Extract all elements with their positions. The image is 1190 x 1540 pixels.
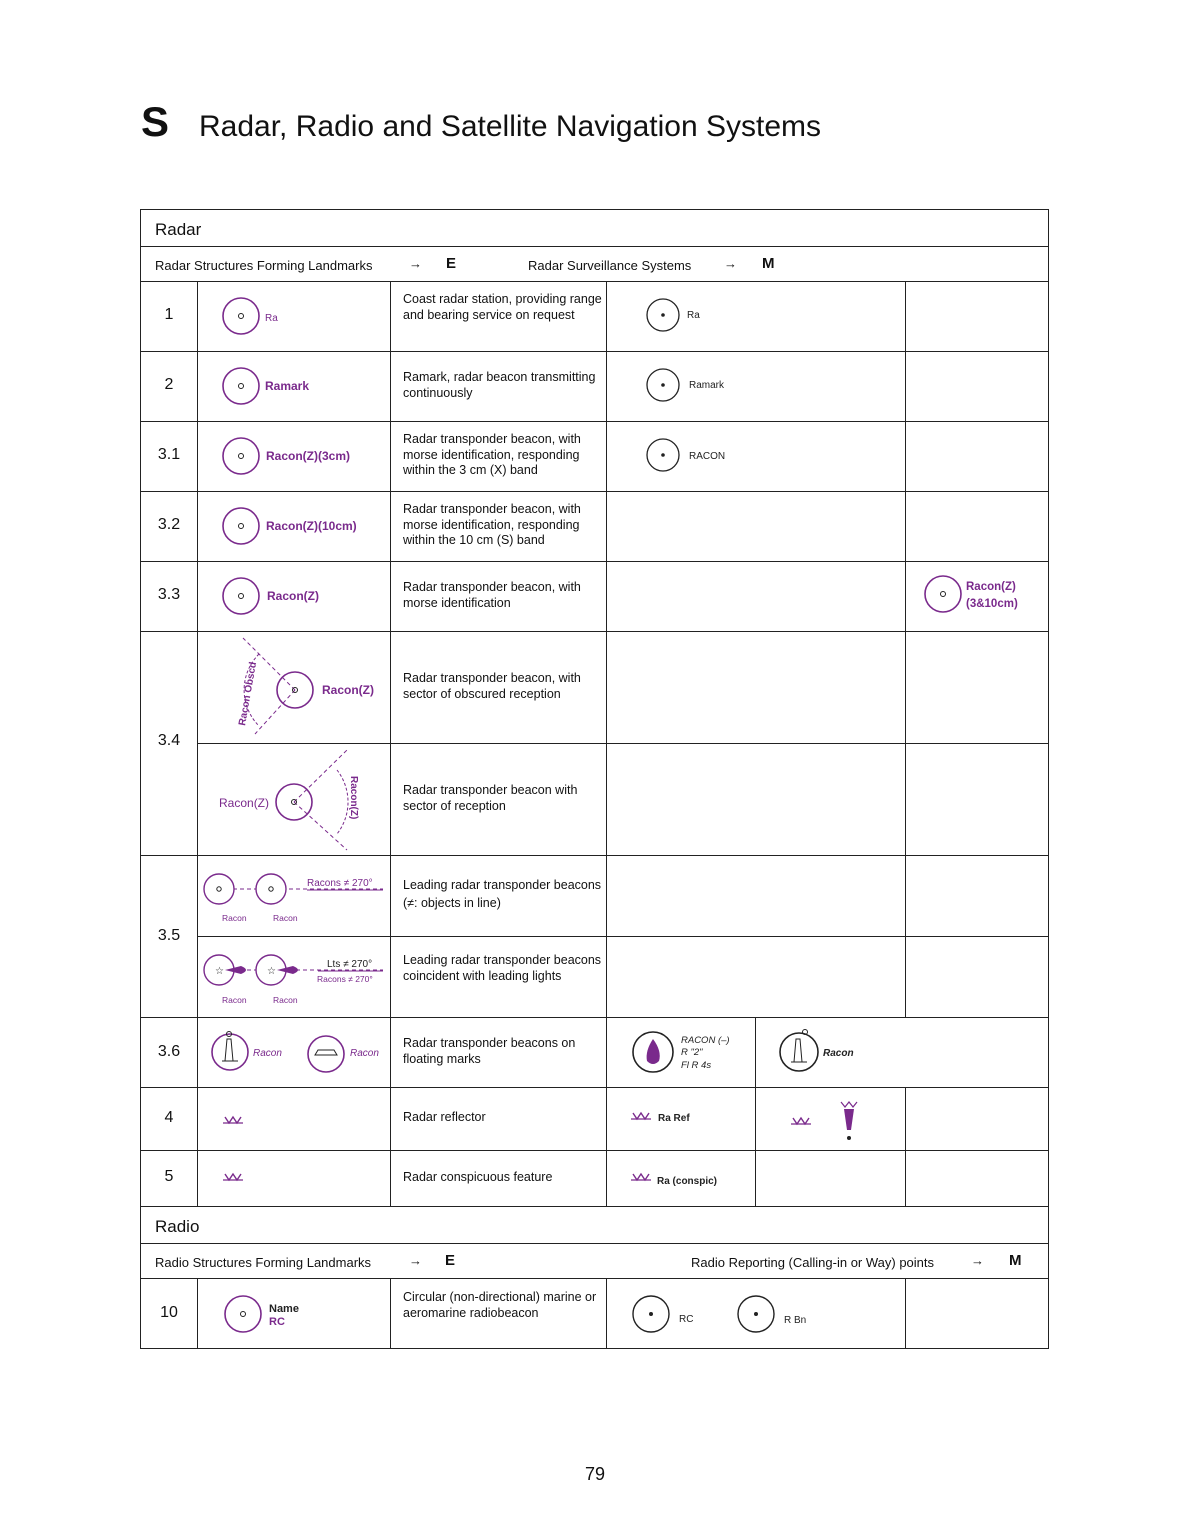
other-label-line1: Racon(Z) bbox=[966, 581, 1016, 593]
symbol-label: Racon(Z) bbox=[219, 796, 270, 810]
symbol-label: Racon(Z) bbox=[267, 589, 319, 603]
intl-radar-reflector-icon bbox=[631, 1109, 741, 1129]
intl-buoy-racon-icon bbox=[629, 1027, 749, 1077]
racon-obscured-sector-icon bbox=[225, 634, 385, 742]
radiobeacon-icon bbox=[223, 1294, 343, 1334]
arrow-icon: → bbox=[971, 1253, 984, 1268]
intl-radar-conspicuous-icon bbox=[631, 1170, 751, 1190]
row-description: Radar transponder beacon, with morse identification, responding within the 3 cm (X) band bbox=[403, 432, 581, 477]
intl-radiobeacon-icons bbox=[631, 1294, 831, 1336]
intl-label-line1: RACON (–) bbox=[681, 1035, 730, 1046]
radar-station-icon bbox=[221, 296, 341, 336]
other-racon-icon bbox=[923, 574, 1043, 614]
row-number: 2 bbox=[164, 376, 174, 393]
intl-ramark-icon bbox=[646, 368, 746, 404]
intl-symbol-label: RACON bbox=[689, 451, 726, 462]
page-number: 79 bbox=[584, 1464, 606, 1484]
ramark-icon bbox=[221, 366, 361, 406]
intl-label: Ra Ref bbox=[658, 1113, 690, 1124]
row-description: Radar reflector bbox=[403, 1110, 486, 1124]
row-number: 4 bbox=[164, 1109, 174, 1126]
symbols-table bbox=[140, 209, 1049, 1349]
section-letter: S bbox=[141, 98, 170, 145]
row-description: Ramark, radar beacon transmitting continuously bbox=[403, 370, 596, 400]
page-title: Radar, Radio and Satellite Navigation Systems bbox=[199, 110, 822, 143]
racon-icon bbox=[221, 576, 361, 616]
row-number: 10 bbox=[160, 1304, 178, 1321]
arrow-icon: → bbox=[409, 1253, 422, 1268]
arrow-icon: → bbox=[409, 256, 422, 271]
intl-rc-label: RC bbox=[679, 1314, 694, 1325]
intl-symbol-label: Ra bbox=[687, 310, 700, 321]
symbol-label: Racon(Z) bbox=[322, 683, 374, 697]
row-description: Radar transponder beacons on floating marks bbox=[403, 1036, 576, 1066]
other-floating-racon-icon bbox=[777, 1025, 887, 1077]
arrow-icon: → bbox=[724, 256, 737, 271]
radio-landmarks-ref-letter: E bbox=[445, 1252, 456, 1269]
other-label-line2: (3&10cm) bbox=[966, 598, 1018, 610]
leading-line-label: Racons ≠ 270° bbox=[307, 878, 373, 889]
symbol-label: Ramark bbox=[265, 379, 310, 393]
row-number: 3.2 bbox=[157, 516, 181, 533]
row-number: 3.1 bbox=[157, 446, 181, 463]
radar-landmarks-ref: Radar Structures Forming Landmarks bbox=[155, 258, 373, 273]
radar-conspicuous-icon bbox=[223, 1170, 247, 1184]
radar-reflector-icon bbox=[223, 1113, 247, 1127]
intl-racon-icon bbox=[646, 438, 746, 474]
floating-label: Racon bbox=[253, 1048, 282, 1059]
row-description: Leading radar transponder beacons (≠: objects in line) bbox=[403, 878, 602, 910]
racon-3cm-icon bbox=[221, 436, 381, 476]
radar-surveillance-ref: Radar Surveillance Systems bbox=[528, 258, 692, 273]
beacon-label: Racon bbox=[273, 913, 298, 923]
row-description: Circular (non-directional) marine or aeromarine radiobeacon bbox=[403, 1290, 597, 1320]
row-description: Radar conspicuous feature bbox=[403, 1170, 553, 1184]
intl-label: Ra (conspic) bbox=[657, 1176, 718, 1187]
row-number: 3.3 bbox=[157, 586, 181, 603]
radar-surveillance-ref-letter: M bbox=[762, 255, 775, 272]
floating-label: Racon bbox=[350, 1048, 379, 1059]
radio-reporting-ref: Radio Reporting (Calling-in or Way) points bbox=[691, 1255, 935, 1270]
svg-text:☆: ☆ bbox=[267, 966, 276, 977]
radar-landmarks-ref-letter: E bbox=[446, 255, 457, 272]
row-description: Leading radar transponder beacons coincident with leading lights bbox=[403, 953, 602, 983]
row-number: 3.5 bbox=[157, 927, 181, 944]
row-number: 3.4 bbox=[157, 732, 181, 749]
row-description: Radar transponder beacon with sector of reception bbox=[403, 783, 578, 813]
intl-symbol-label: Ramark bbox=[689, 380, 725, 391]
racon-reception-sector-icon bbox=[217, 746, 389, 854]
beacon-label: Racon bbox=[222, 913, 247, 923]
row-description: Radar transponder beacon, with sector of obscured reception bbox=[403, 671, 581, 701]
symbol-label: Racon(Z)(10cm) bbox=[266, 519, 357, 533]
racon-10cm-icon bbox=[221, 506, 381, 546]
beacon-rc-label: RC bbox=[269, 1316, 285, 1328]
other-radar-reflector-icon bbox=[791, 1100, 871, 1144]
radar-section-title: Radar bbox=[155, 220, 202, 239]
page-heading bbox=[141, 98, 821, 146]
radio-reporting-ref-letter: M bbox=[1009, 1252, 1022, 1269]
obscured-sector-label: Racon Obscd bbox=[237, 661, 260, 727]
intl-rbn-label: R Bn bbox=[784, 1315, 807, 1326]
leading-racons-with-lights-icon bbox=[203, 948, 389, 1010]
beacon-label: Racon bbox=[222, 995, 247, 1005]
row-description: Radar transponder beacon, with morse identification, responding within the 10 cm (S) band bbox=[403, 502, 581, 547]
beacon-name-label: Name bbox=[269, 1303, 299, 1315]
row-description: Radar transponder beacon, with morse identification bbox=[403, 580, 581, 610]
beacon-label: Racon bbox=[273, 995, 298, 1005]
radio-section-title: Radio bbox=[155, 1217, 200, 1236]
lights-line-label: Lts ≠ 270° bbox=[327, 959, 373, 970]
row-number: 3.6 bbox=[157, 1043, 181, 1060]
intl-label-line3: Fl R 4s bbox=[681, 1060, 712, 1071]
reception-sector-label: Racon(Z) bbox=[348, 776, 359, 820]
intl-radar-station-icon bbox=[646, 298, 726, 334]
radio-landmarks-ref: Radio Structures Forming Landmarks bbox=[155, 1255, 372, 1270]
other-label: Racon bbox=[823, 1048, 854, 1059]
symbol-label: Ra bbox=[265, 313, 278, 324]
racons-line-label: Racons ≠ 270° bbox=[317, 974, 373, 984]
row-number: 1 bbox=[164, 306, 174, 323]
row-description: Coast radar station, providing range and bearing service on request bbox=[403, 292, 602, 322]
symbol-label: Racon(Z)(3cm) bbox=[266, 449, 351, 463]
intl-label-line2: R "2" bbox=[681, 1047, 703, 1058]
row-number: 5 bbox=[164, 1168, 174, 1185]
leading-racons-icon bbox=[203, 866, 389, 928]
floating-mark-racons-icon bbox=[209, 1025, 389, 1077]
svg-text:☆: ☆ bbox=[215, 966, 224, 977]
